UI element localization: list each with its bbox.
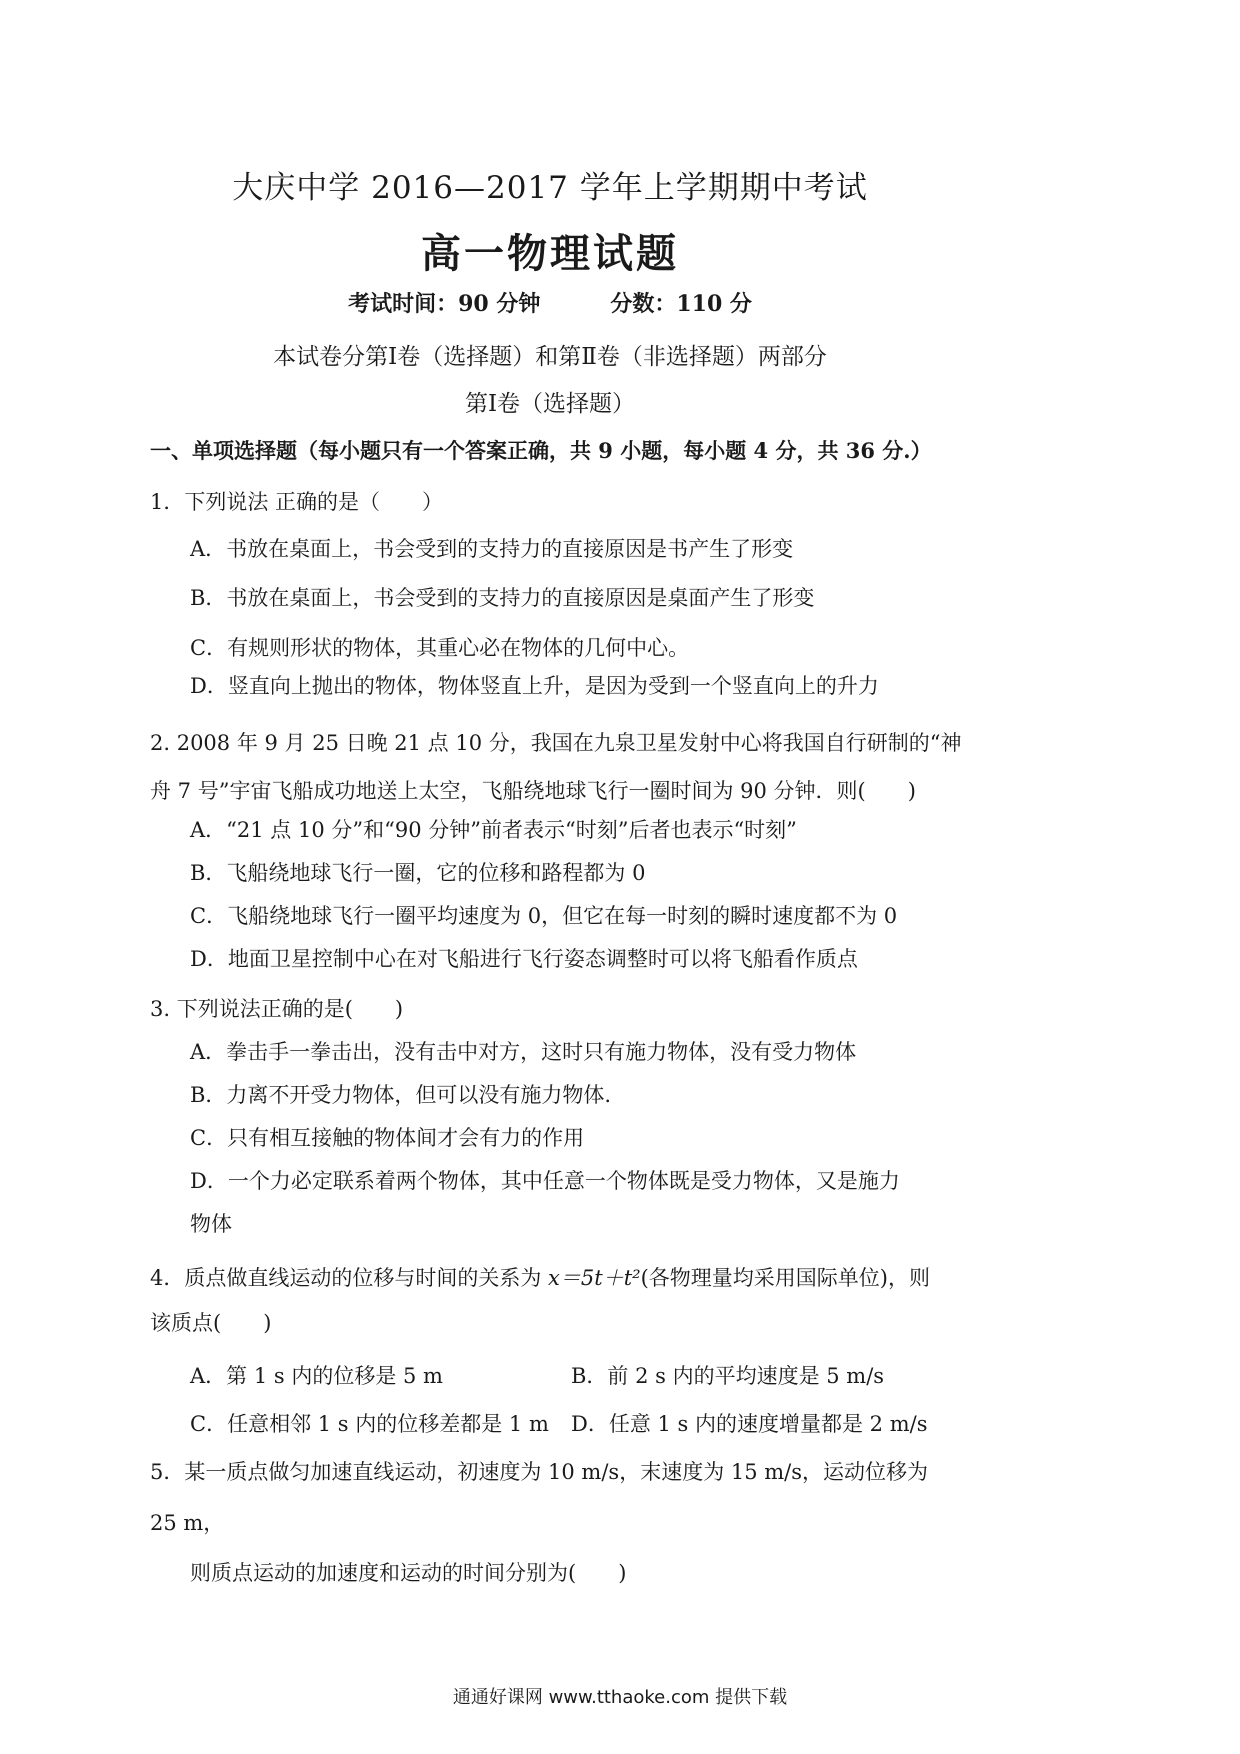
q1-option-c: C．有规则形状的物体，其重心必在物体的几何中心。 xyxy=(190,636,690,660)
q4-option-a: A．第 1 s 内的位移是 5 m xyxy=(190,1364,443,1388)
footer-credit: 通通好课网 www.tthaoke.com 提供下载 xyxy=(452,1687,788,1708)
q4-option-c: C．任意相邻 1 s 内的位移差都是 1 m xyxy=(190,1412,549,1436)
subject-title: 高一物理试题 xyxy=(421,230,679,277)
q2-option-b: B．飞船绕地球飞行一圈，它的位移和路程都为 0 xyxy=(190,861,646,885)
section-title: 一、单项选择题（每小题只有一个答案正确，共 9 小题，每小题 4 分，共 36 分.） xyxy=(150,438,932,463)
exam-info xyxy=(0,287,1100,318)
q1-option-a: A．书放在桌面上，书会受到的支持力的直接原因是书产生了形变 xyxy=(190,537,794,561)
exam-title: 大庆中学 2016—2017 学年上学期期中考试 xyxy=(232,170,868,206)
q3-option-a: A．拳击手一拳击出，没有击中对方，这时只有施力物体，没有受力物体 xyxy=(190,1040,857,1064)
exam-time: 考试时间：90 分钟 xyxy=(348,291,541,317)
volume-title: 第Ⅰ卷（选择题） xyxy=(464,391,636,417)
q4-stem-suffix: (各物理量均采用国际单位)，则 xyxy=(640,1266,930,1290)
q4-stem-line1 xyxy=(150,1262,930,1292)
exam-score: 分数：110 分 xyxy=(610,291,752,317)
q3-option-c: C．只有相互接触的物体间才会有力的作用 xyxy=(190,1126,585,1150)
q4-formula: x＝5t＋t² xyxy=(548,1266,641,1290)
q4-option-d: D．任意 1 s 内的速度增量都是 2 m/s xyxy=(571,1412,928,1436)
q1-stem: 1．下列说法 正确的是（ ） xyxy=(150,490,444,514)
q1-option-d: D．竖直向上抛出的物体，物体竖直上升，是因为受到一个竖直向上的升力 xyxy=(190,674,879,698)
q5-stem-line3: 则质点运动的加速度和运动的时间分别为( ) xyxy=(190,1561,627,1585)
parts-note: 本试卷分第Ⅰ卷（选择题）和第Ⅱ卷（非选择题）两部分 xyxy=(273,344,827,370)
q3-option-d-line2: 物体 xyxy=(190,1212,232,1236)
q2-option-a: A．“21 点 10 分”和“90 分钟”前者表示“时刻”后者也表示“时刻” xyxy=(190,818,797,842)
q4-stem-line2: 该质点( ) xyxy=(150,1311,272,1335)
q2-stem-line1: 2. 2008 年 9 月 25 日晚 21 点 10 分，我国在九泉卫星发射中心将我国自行研制的“神 xyxy=(150,731,962,755)
q4-stem-prefix: 4．质点做直线运动的位移与时间的关系为 xyxy=(150,1266,549,1290)
q5-stem-line2: 25 m， xyxy=(150,1511,225,1535)
q4-option-b: B．前 2 s 内的平均速度是 5 m/s xyxy=(571,1364,885,1388)
q5-stem-line1: 5．某一质点做匀加速直线运动，初速度为 10 m/s，末速度为 15 m/s，运动位移为 xyxy=(150,1460,929,1484)
q3-option-d-line1: D．一个力必定联系着两个物体，其中任意一个物体既是受力物体，又是施力 xyxy=(190,1169,900,1193)
q1-option-b: B．书放在桌面上，书会受到的支持力的直接原因是桌面产生了形变 xyxy=(190,586,815,610)
q2-stem-line2: 舟 7 号”宇宙飞船成功地送上太空，飞船绕地球飞行一圈时间为 90 分钟．则( ) xyxy=(150,779,916,803)
q2-option-d: D．地面卫星控制中心在对飞船进行飞行姿态调整时可以将飞船看作质点 xyxy=(190,947,858,971)
q2-option-c: C．飞船绕地球飞行一圈平均速度为 0，但它在每一时刻的瞬时速度都不为 0 xyxy=(190,904,898,928)
q3-option-b: B．力离不开受力物体，但可以没有施力物体. xyxy=(190,1083,612,1107)
q3-stem: 3. 下列说法正确的是( ) xyxy=(150,997,404,1021)
